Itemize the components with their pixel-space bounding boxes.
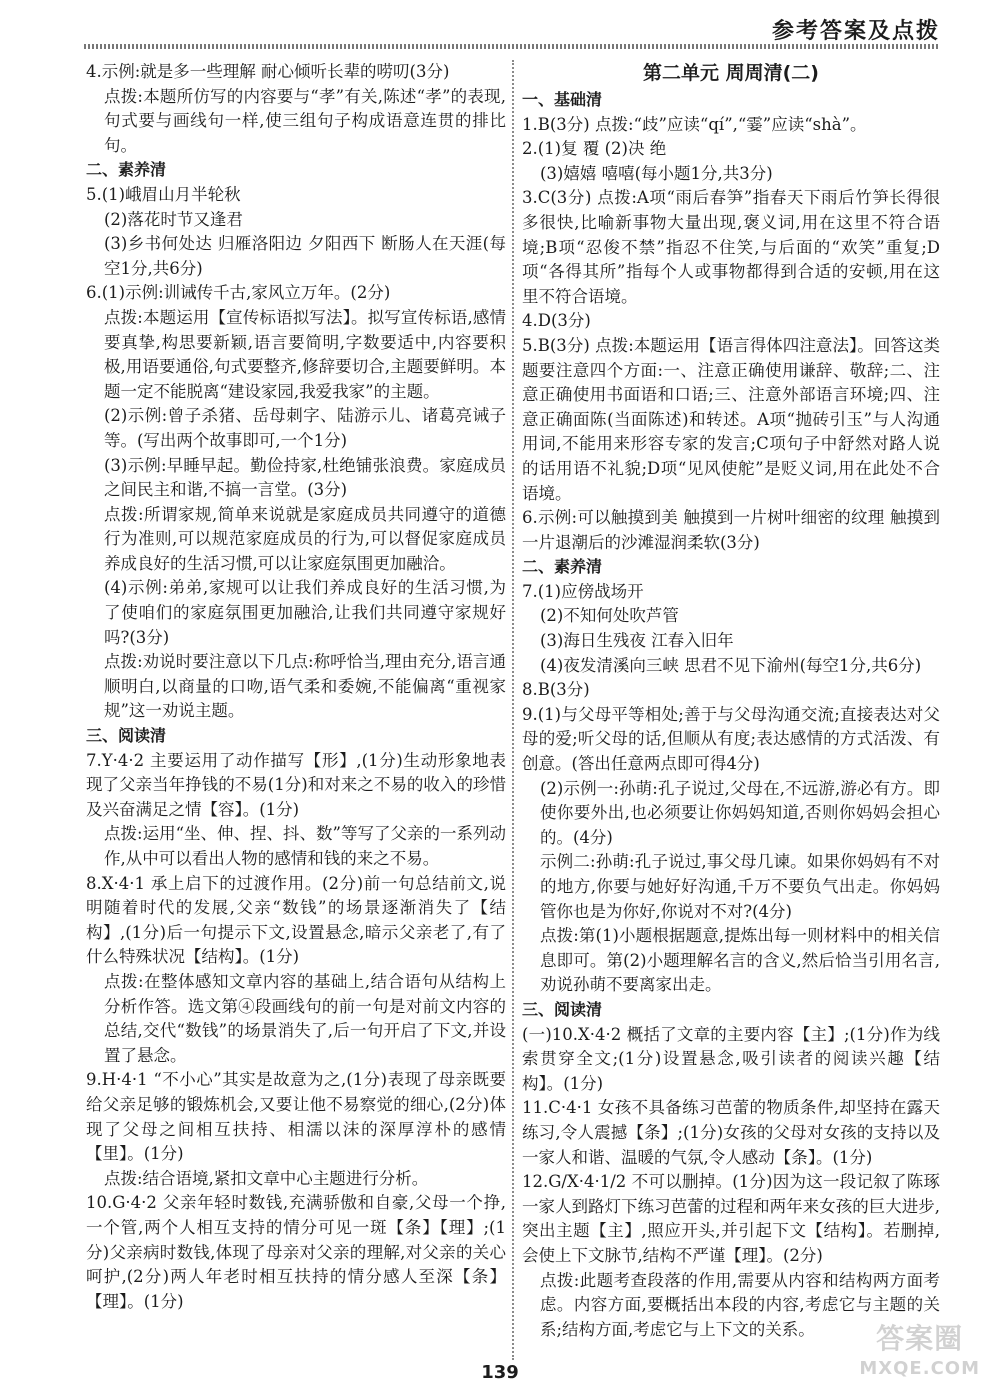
answer-paragraph: 5.B(3分) 点拨:本题运用【语言得体四注意法】。回答这类题要注意四个方面:一、注意正确使用谦辞、敬辞;二、注意正确使用书面语和口语;三、注意外部语言环境;四、注意正确面陈(当面陈述)和转述。A项“抛砖引玉”与人沟通用词,不能用来形容专家的发言;C项句子中舒然对路人说的话用语不礼貌;D项“见风使舵”是贬义词,用在此处不合语境。: [522, 335, 940, 503]
answer-paragraph: 5.(1)峨眉山月半轮秋: [86, 184, 241, 204]
answer-paragraph: (3)海日生残夜 江春入旧年: [540, 631, 734, 651]
answer-paragraph: 示例二:孙萌:孔子说过,事父母几谏。如果你妈妈有不对的地方,你要与她好好沟通,千万不要负气出走。你妈妈管你也是为你好,你说对不对?(4分): [540, 852, 940, 921]
watermark-line2: MXQE.COM: [859, 1358, 980, 1379]
answer-paragraph: 点拨:运用“坐、伸、捏、抖、数”等写了父亲的一系列动作,从中可以看出人物的感情和钱的来之不易。: [104, 824, 506, 868]
answer-paragraph: (3)乡书何处达 归雁洛阳边 夕阳西下 断肠人在天涯(每空1分,共6分): [104, 234, 506, 278]
answer-paragraph: 点拨:本题所仿写的内容要与“孝”有关,陈述“孝”的表现,句式要与画线句一样,使三组句子构成语意连贯的排比句。: [104, 86, 506, 155]
answer-paragraph: 点拨:在整体感知文章内容的基础上,结合语句从结构上分析作答。选文第④段画线句的前一句是对前文内容的总结,交代“数钱”的场景消失了,后一句开启了下文,并设置了悬念。: [104, 971, 506, 1065]
left-column: [86, 60, 506, 1314]
answer-paragraph: 6.示例:可以触摸到美 触摸到一片树叶细密的纹理 触摸到一片退潮后的沙滩湿润柔软(3分): [522, 508, 940, 552]
answer-paragraph: 9.H·4·1 “不小心”其实是故意为之,(1分)表现了母亲既要给父亲足够的锻炼机会,又要让他不易察觉的细心,(2分)体现了父母之间相互扶持、相濡以沫的深厚淳朴的感情【里】。(1分): [86, 1070, 506, 1164]
answer-paragraph: (4)夜发清溪向三峡 思君不见下渝州(每空1分,共6分): [540, 655, 922, 675]
answer-paragraph: 2.(1)复 覆 (2)决 绝: [522, 139, 667, 159]
answer-paragraph: (2)落花时节又逢君: [104, 209, 243, 229]
answer-paragraph: (3)嬉嬉 嘻嘻(每小题1分,共3分): [540, 163, 773, 183]
answer-paragraph: 8.B(3分): [522, 680, 590, 700]
answer-paragraph: 点拨:所谓家规,简单来说就是家庭成员共同遵守的道德行为准则,可以规范家庭成员的行为,可以督促家庭成员养成良好的生活习惯,可以让家庭氛围更加融洽。: [104, 504, 506, 573]
answer-paragraph: 4.D(3分): [522, 311, 591, 331]
page-header-title: 参考答案及点拨: [771, 19, 940, 44]
answer-paragraph: 1.B(3分) 点拨:“歧”应读“qí”,“霎”应读“shà”。: [522, 114, 867, 134]
watermark-line1: 答案圈: [876, 1322, 964, 1355]
right-column: [522, 60, 940, 1342]
section-heading: 二、素养清: [522, 557, 603, 577]
answer-paragraph: 点拨:结合语境,紧扣文章中心主题进行分析。: [104, 1168, 429, 1188]
answer-paragraph: 12.G/X·4·1/2 不可以删掉。(1分)因为这一段记叙了陈琢一家人到路灯下练习芭蕾的过程和两年来女孩的巨大进步,突出主题【主】,照应开头,并引起下文【结构】。若删掉,会使上下文脉节,结构不严谨【理】。(2分): [522, 1172, 940, 1265]
answer-paragraph: (一)10.X·4·2 概括了文章的主要内容【主】;(1分)作为线索贯穿全文;(1分)设置悬念,吸引读者的阅读兴趣【结构】。(1分): [522, 1024, 940, 1093]
answer-paragraph: 7.(1)应傍战场开: [522, 581, 644, 601]
answer-paragraph: 点拨:劝说时要注意以下几点:称呼恰当,理由充分,语言通顺明白,以商量的口吻,语气柔和委婉,不能偏离“重视家规”这一劝说主题。: [104, 652, 506, 721]
section-heading: 二、素养清: [86, 160, 167, 180]
section-heading: 三、阅读清: [86, 726, 167, 746]
answer-paragraph: (4)示例:弟弟,家规可以让我们养成良好的生活习惯,为了使咱们的家庭氛围更加融洽,让我们共同遵守家规好吗?(3分): [104, 578, 506, 647]
watermark-logo: [859, 1324, 980, 1384]
header-rule: [84, 44, 940, 49]
answer-paragraph: (2)示例一:孙萌:孔子说过,父母在,不远游,游必有方。即使你要外出,也必须要让你妈妈知道,否则你妈妈会担心的。(4分): [540, 778, 940, 847]
answer-paragraph: 7.Y·4·2 主要运用了动作描写【形】,(1分)生动形象地表现了父亲当年挣钱的不易(1分)和对来之不易的收入的珍惜及兴奋满足之情【容】。(1分): [86, 750, 506, 819]
section-heading: 三、阅读清: [522, 999, 603, 1019]
unit-title: 第二单元 周周清(二): [643, 62, 819, 84]
answer-paragraph: 6.(1)示例:训诫传千古,家风立万年。(2分): [86, 283, 391, 303]
answer-paragraph: 点拨:第(1)小题根据题意,提炼出每一则材料中的相关信息即可。第(2)小题理解名言的含义,然后恰当引用名言,劝说孙萌不要离家出走。: [540, 926, 940, 995]
page-number: 139: [481, 1362, 519, 1383]
answer-paragraph: (2)不知何处吹芦管: [540, 606, 679, 626]
answer-paragraph: (2)示例:曾子杀猪、岳母刺字、陆游示儿、诸葛亮诫子等。(写出两个故事即可,一个1分): [104, 406, 506, 450]
answer-paragraph: 11.C·4·1 女孩不具备练习芭蕾的物质条件,却坚持在露天练习,令人震撼【条】;(1分)女孩的父母对女孩的支持以及一家人和谐、温暖的气氛,令人感动【条】。(1分): [522, 1098, 940, 1167]
section-heading: 一、基础清: [522, 90, 603, 109]
column-divider: [512, 60, 514, 1360]
answer-paragraph: 3.C(3分) 点拨:A项“雨后春笋”指春天下雨后竹笋长得很多很快,比喻新事物大量出现,褒义词,用在这里不符合语境;B项“忍俊不禁”指忍不住笑,与后面的“欢笑”重复;D项“各得其所”指每个人或事物都得到合适的安顿,用在这里不符合语境。: [522, 188, 940, 306]
answer-paragraph: 9.(1)与父母平等相处;善于与父母沟通交流;直接表达对父母的爱;听父母的话,但顺从有度;表达感情的方式活泼、有创意。(答出任意两点即可得4分): [522, 704, 940, 774]
answer-paragraph: 8.X·4·1 承上启下的过渡作用。(2分)前一句总结前文,说明随着时代的发展,父亲“数钱”的场景逐渐消失了【结构】,(1分)后一句提示下文,设置悬念,暗示父亲老了,有了什么特殊状况【结构】。(1分): [86, 873, 506, 967]
answer-paragraph: 4.示例:就是多一些理解 耐心倾听长辈的唠叨(3分): [86, 62, 450, 81]
answer-paragraph: 点拨:此题考查段落的作用,需要从内容和结构两方面考虑。内容方面,要概括出本段的内容,考虑它与主题的关系;结构方面,考虑它与上下文的关系。: [540, 1270, 940, 1339]
answer-paragraph: 点拨:本题运用【宣传标语拟写法】。拟写宣传标语,感情要真挚,构思要新颖,语言要简明,字数要适中,内容要积极,用语要通俗,句式要整齐,修辞要切合,主题要鲜明。本题一定不能脱离“建设家园,我爱我家”的主题。: [104, 307, 506, 401]
answer-paragraph: (3)示例:早睡早起。勤俭持家,杜绝铺张浪费。家庭成员之间民主和谐,不搞一言堂。(3分): [104, 455, 506, 500]
answer-paragraph: 10.G·4·2 父亲年轻时数钱,充满骄傲和自豪,父母一个挣,一个管,两个人相互支持的情分可见一斑【条】【理】;(1分)父亲病时数钱,体现了母亲对父亲的理解,对父亲的关心呵护,(2分)两人年老时相互扶持的情分感人至深【条】【理】。(1分): [86, 1193, 506, 1311]
